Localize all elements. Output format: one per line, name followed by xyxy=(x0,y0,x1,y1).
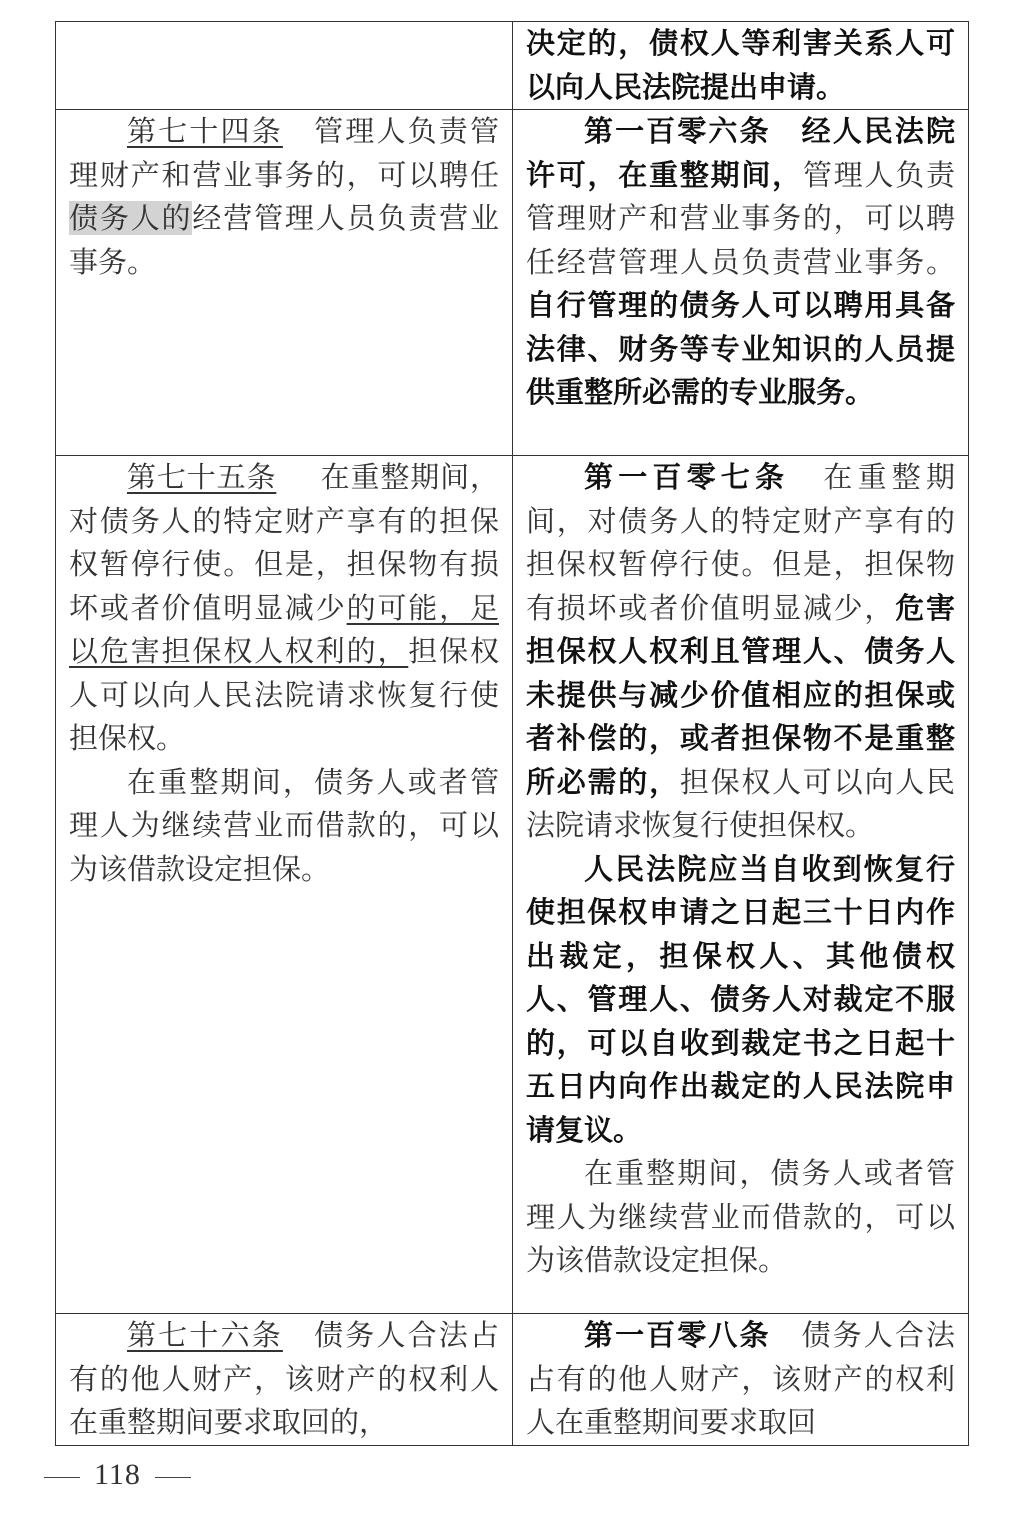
old-law-cell xyxy=(56,22,513,110)
page-number: 118 xyxy=(30,1458,205,1492)
old-law-cell xyxy=(56,110,513,456)
new-law-cell xyxy=(513,110,969,456)
article-76-paragraph: 第七十六条 债务人合法占有的他人财产，该财产的权利人在重整期间要求取回的， xyxy=(69,1318,499,1439)
dash-left xyxy=(44,1477,80,1478)
table-row xyxy=(56,456,969,1314)
article-number: 第一百零八条 xyxy=(584,1318,771,1352)
new-law-cell xyxy=(513,1314,969,1446)
article-106-paragraph: 第一百零六条 经人民法院许可，在重整期间，管理人负责管理财产和营业事务的，可以聘任经营管理人员负责营业事务。自行管理的债务人可以聘用具备法律、财务等专业知识的人员提供重整所必需的专业服务。 xyxy=(526,114,955,409)
article-74-paragraph: 第七十四条 管理人负责管理财产和营业事务的，可以聘任债务人的经营管理人员负责营业事务。 xyxy=(69,114,499,279)
table-row xyxy=(56,22,969,110)
underlined-text: 的可能，足以危害担保权人权利的， xyxy=(69,590,499,668)
article-108-paragraph: 第一百零八条 债务人合法占有的他人财产，该财产的权利人在重整期间要求取回 xyxy=(526,1318,955,1439)
article-75-paragraph-2: 在重整期间，债务人或者管理人为继续营业而借款的，可以为该借款设定担保。 xyxy=(69,764,499,886)
new-law-cell xyxy=(513,456,969,1314)
article-number: 第七十四条 xyxy=(127,114,283,148)
article-number: 第七十六条 xyxy=(127,1318,283,1352)
dash-right xyxy=(155,1477,191,1478)
comparison-table xyxy=(55,21,969,1446)
new-law-cell xyxy=(513,22,969,110)
article-107-paragraph: 第一百零七条 在重整期间，对债务人的特定财产享有的担保权暂停行使。但是，担保物有损坏或者价值明显减少，危害担保权人权利且管理人、债务人未提供与减少价值相应的担保或者补偿的，或者担保物不是重整所必需的，担保权人可以向人民法院请求恢复行使担保权。 xyxy=(526,460,955,842)
continuation-text: 决定的，债权人等利害关系人可以向人民法院提出申请。 xyxy=(526,26,955,104)
article-number: 第一百零六条 xyxy=(584,114,771,148)
article-75-paragraph: 第七十五条 在重整期间，对债务人的特定财产享有的担保权暂停行使。但是，担保物有损坏或者价值明显减少的可能，足以危害担保权人权利的，担保权人可以向人民法院请求恢复行使担保权。 xyxy=(69,460,499,755)
article-number: 第一百零七条 xyxy=(584,460,790,494)
table-row xyxy=(56,1314,969,1446)
old-law-cell xyxy=(56,1314,513,1446)
highlighted-text: 债务人的 xyxy=(69,201,193,235)
article-107-paragraph-3: 在重整期间，债务人或者管理人为继续营业而借款的，可以为该借款设定担保。 xyxy=(526,1156,955,1277)
table-row xyxy=(56,110,969,456)
old-law-cell xyxy=(56,456,513,1314)
article-107-paragraph-2: 人民法院应当自收到恢复行使担保权申请之日起三十日内作出裁定，担保权人、其他债权人、管理人、债务人对裁定不服的，可以自收到裁定书之日起十五日内向作出裁定的人民法院申请复议。 xyxy=(526,851,955,1147)
article-number: 第七十五条 xyxy=(127,460,277,494)
